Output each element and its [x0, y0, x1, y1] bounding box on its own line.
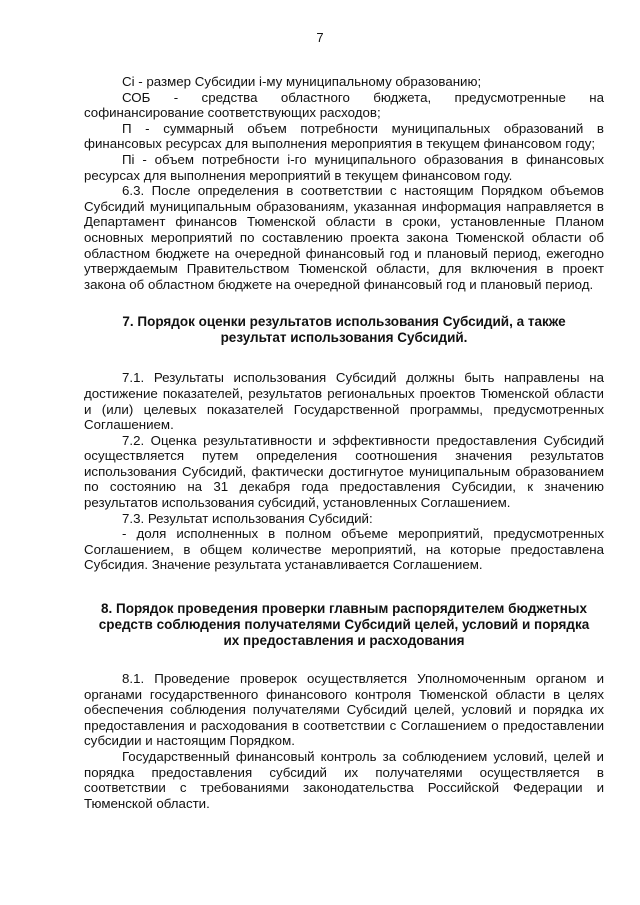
- paragraph-8-1: 8.1. Проведение проверок осуществляется Уполномоченным органом и органами государственного финансового контроля Тюменской области в целях обеспечения соблюдения получателями Субсидий целей, условий и порядка их предоставления и расходования в соответствии с Соглашением о предоставлении субсидии и настоящим Порядком.: [84, 671, 604, 749]
- section-7-heading: [84, 314, 604, 346]
- section-8-heading: [84, 601, 604, 649]
- section-7-heading-line-1: 7. Порядок оценки результатов использования Субсидий, а также: [122, 314, 566, 330]
- paragraph-7-1: 7.1. Результаты использования Субсидий должны быть направлены на достижение показателей, результатов региональных проектов Тюменской области и (или) целевых показателей Государственной программы, предусмотренных Соглашением.: [84, 370, 604, 433]
- paragraph-ci-definition: Сi - размер Субсидии i-му муниципальному образованию;: [122, 74, 482, 89]
- section-8-heading-line-1: 8. Порядок проведения проверки главным распорядителем бюджетных: [101, 601, 587, 617]
- page-number: 7: [316, 30, 324, 45]
- section-8-heading-line-3: их предоставления и расходования: [223, 633, 465, 649]
- paragraph-sob-definition: СОБ - средства областного бюджета, предусмотренные на софинансирование соответствующих расходов;: [84, 89, 604, 121]
- section-8-heading-line-2: средств соблюдения получателями Субсидий целей, условий и порядка: [98, 617, 590, 633]
- paragraph-6-3: 6.3. После определения в соответствии с настоящим Порядком объемов Субсидий муниципальным образованиям, указанная информация направляется в Департамент финансов Тюменской области в сроки, установленные Планом основных мероприятий по составлению проекта закона Тюменской области об областном бюджете на очередной финансовый год и плановый период, ежегодно утверждаемым Правительством Тюменской области, для включения в проект закона об областном бюджете на очередной финансовый год и плановый период.: [84, 183, 604, 292]
- paragraph-7-3-item: - доля исполненных в полном объеме мероприятий, предусмотренных Соглашением, в общем количестве мероприятий, на которые предоставлена Субсидия. Значение результата устанавливается Соглашением.: [84, 526, 604, 573]
- paragraph-p-definition: П - суммарный объем потребности муниципальных образований в финансовых ресурсах для выполнения мероприятия в текущем финансовом году;: [84, 120, 604, 152]
- document-body: [84, 74, 604, 811]
- section-7-heading-line-2: результат использования Субсидий.: [220, 330, 468, 346]
- paragraph-7-3: 7.3. Результат использования Субсидий:: [122, 510, 373, 526]
- paragraph-7-2: 7.2. Оценка результативности и эффективности предоставления Субсидий осуществляется путем определения соотношения значения результатов использования Субсидий, фактически достигнутое муниципальным образованием по состоянию на 31 декабря года предоставления Субсидии, к значению результатов использования субсидий, установленных Соглашением.: [84, 432, 604, 511]
- paragraph-state-control: Государственный финансовый контроль за соблюдением условий, целей и порядка предоставления субсидий их получателями осуществляется в соответствии с требованиями законодательства Российской Федерации и Тюменской области.: [84, 749, 604, 811]
- paragraph-pi-definition: Пi - объем потребности i-го муниципального образования в финансовых ресурсах для выполнения мероприятий в текущем финансовом году.: [84, 151, 604, 183]
